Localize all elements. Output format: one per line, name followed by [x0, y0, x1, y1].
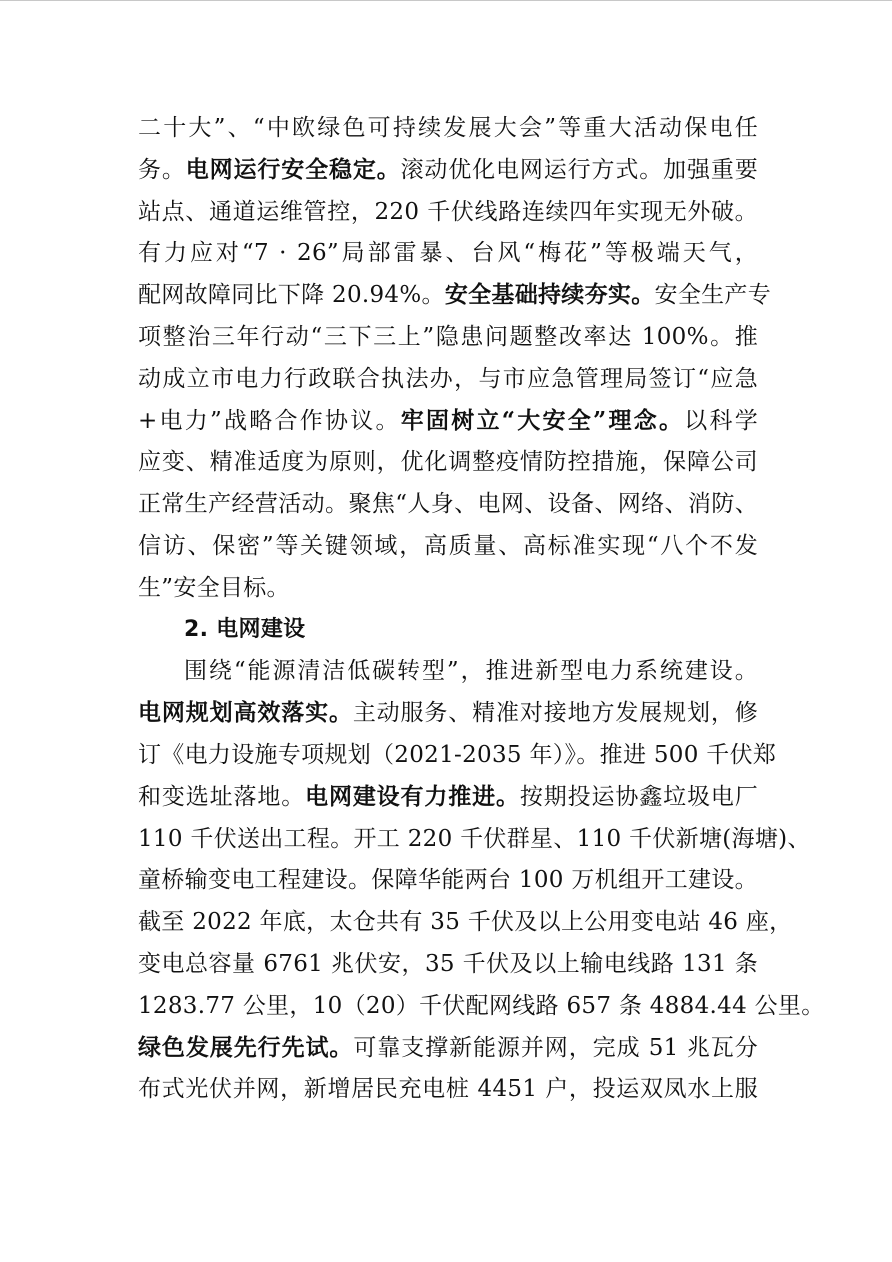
text-segment: 变电总容量 6761 兆伏安，35 千伏及以上输电线路 131 条 — [138, 951, 758, 977]
paragraph-line — [138, 153, 758, 187]
paragraph-line — [138, 111, 758, 145]
paragraph-line — [138, 905, 793, 939]
text-segment: 1283.77 公里，10（20）千伏配网线路 657 条 4884.44 公里。 — [138, 992, 825, 1019]
paragraph-line — [138, 320, 758, 354]
text-segment: 可靠支撑新能源并网，完成 51 兆瓦分 — [353, 1034, 758, 1061]
bold-text-segment: 电网运行安全稳定。 — [185, 155, 401, 183]
text-segment: 安全生产专 — [654, 282, 772, 309]
text-segment: 订《电力设施专项规划（2021-2035 年）》。推进 500 千伏郑 — [138, 742, 777, 768]
text-segment: 滚动优化电网运行方式。加强重要 — [400, 156, 759, 183]
text-segment: 项整治三年行动“三下三上”隐患问题整改率达 100%。推 — [138, 324, 758, 350]
bold-text-segment: 绿色发展先行先试。 — [138, 1033, 354, 1061]
text-segment: 按期投运协鑫垃圾电厂 — [519, 783, 758, 810]
text-segment: 布式光伏并网，新增居民充电桩 4451 户，投运双凤水上服 — [138, 1076, 758, 1103]
bold-text-segment: 安全基础持续夯实。 — [444, 281, 655, 309]
text-segment: 配网故障同比下降 20.94%。 — [138, 282, 445, 309]
page-top-border — [0, 0, 892, 1]
bold-text-segment: 电网建设有力推进。 — [305, 782, 520, 810]
paragraph-line — [138, 1072, 758, 1106]
paragraph-line — [138, 404, 758, 438]
text-segment: 有力应对“7 · 26”局部雷暴、台风“梅花”等极端天气， — [138, 240, 758, 267]
paragraph-line — [138, 738, 777, 772]
text-segment: 应变、精准适度为原则，优化调整疫情防控措施，保障公司 — [138, 449, 758, 476]
bold-text-segment: 2. 电网建设 — [184, 616, 306, 642]
text-segment: 动成立市电力行政联合执法办，与市应急管理局签订“应急 — [138, 365, 758, 392]
text-segment: 主动服务、精准对接地方发展规划，修 — [352, 700, 758, 727]
paragraph-line — [138, 863, 758, 897]
paragraph-line — [138, 696, 758, 730]
paragraph-line — [138, 1031, 758, 1065]
paragraph-line — [138, 362, 758, 396]
text-segment: 110 千伏送出工程。开工 220 千伏群星、110 千伏新塘(海塘)、 — [138, 825, 811, 852]
text-segment: 生”安全目标。 — [138, 574, 290, 601]
text-segment: 二十大”、“中欧绿色可持续发展大会”等重大活动保电任 — [138, 115, 758, 141]
paragraph-line — [138, 195, 758, 229]
paragraph-line — [184, 654, 758, 688]
paragraph-line — [138, 780, 758, 814]
text-segment: 围绕“能源清洁低碳转型”，推进新型电力系统建设。 — [184, 658, 758, 685]
section-heading — [184, 613, 305, 647]
paragraph-line — [138, 487, 758, 521]
paragraph-line — [138, 571, 290, 605]
paragraph-line — [138, 445, 758, 479]
paragraph-line — [138, 529, 758, 563]
paragraph-line — [138, 236, 758, 270]
bold-text-segment: 电网规划高效落实。 — [138, 699, 353, 727]
text-segment: 信访、保密”等关键领域，高质量、高标准实现“八个不发 — [138, 533, 758, 559]
paragraph-line — [138, 278, 772, 312]
bold-text-segment: 牢固树立“大安全”理念。 — [400, 406, 685, 434]
paragraph-line — [138, 989, 825, 1023]
paragraph-line — [138, 822, 811, 856]
text-segment: 和变选址落地。 — [138, 783, 306, 810]
text-segment: 务。 — [138, 156, 186, 183]
paragraph-line — [138, 947, 758, 981]
text-segment: 童桥输变电工程建设。保障华能两台 100 万机组开工建设。 — [138, 867, 758, 894]
text-segment: 正常生产经营活动。聚焦“人身、电网、设备、网络、消防、 — [138, 491, 758, 518]
text-segment: +电力”战略合作协议。 — [138, 407, 401, 434]
text-segment: 截至 2022 年底，太仓共有 35 千伏及以上公用变电站 46 座， — [138, 909, 793, 936]
text-segment: 以科学 — [684, 407, 758, 434]
text-segment: 站点、通道运维管控，220 千伏线路连续四年实现无外破。 — [138, 198, 758, 225]
